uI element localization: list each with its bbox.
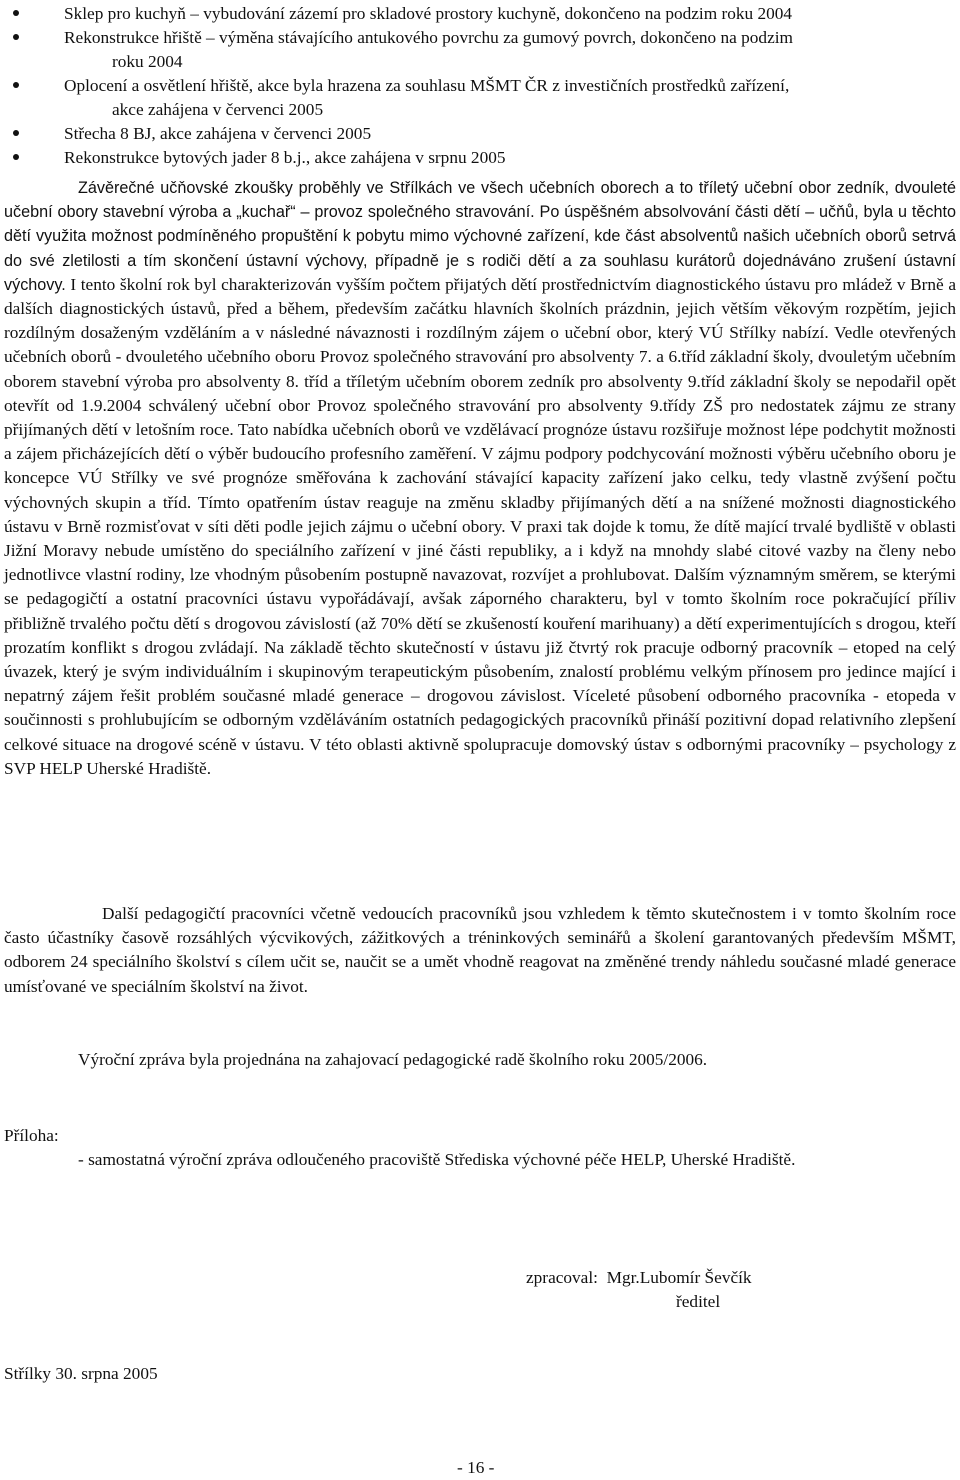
paragraph-main <box>4 176 956 781</box>
bullet-line: roku 2004 <box>112 52 183 72</box>
bullet-text <box>64 74 956 122</box>
bullet-line: Oplocení a osvětlení hřiště, akce byla hrazena za souhlasu MŠMT ČR z investičních prostředků zařízení, <box>64 76 790 95</box>
bullet-line: akce zahájena v červenci 2005 <box>112 100 324 120</box>
bullet-text: Rekonstrukce bytových jader 8 b.j., akce zahájena v srpnu 2005 <box>64 148 506 167</box>
paragraph-text: Další pedagogičtí pracovníci včetně vedoucích pracovníků jsou vzhledem k těmto skutečnostem i v tomto školním roce často účastníky časově rozsáhlých výcvikových, zážitkových a tréninkových seminářů a školení garantovaných především MŠMT, odborem 24 speciálního školství s cílem učit se, naučit se a umět vhodně reagovat na změněné trendy náhledu současné mladé generace umísťované ve speciálním školství na život. <box>4 904 956 996</box>
bullet-line: Rekonstrukce hřiště – výměna stávajícího antukového povrchu za gumový povrch, dokončeno na podzim <box>64 28 793 47</box>
paragraph-secondary <box>4 902 956 999</box>
bullet-dot-icon <box>13 10 19 16</box>
attachment-item: - samostatná výroční zpráva odloučeného pracoviště Střediska výchovné péče HELP, Uherské Hradiště. <box>78 1150 796 1169</box>
bullet-text <box>64 26 956 74</box>
bullet-text: Sklep pro kuchyň – vybudování zázemí pro skladové prostory kuchyně, dokončeno na podzim roku 2004 <box>64 4 793 23</box>
signature-line <box>526 1266 752 1290</box>
bullet-dot-icon <box>13 34 19 40</box>
paragraph-sans-part: Závěrečné učňovské zkoušky proběhly ve Střílkách ve všech učebních oborech a to tříletý učební obor zedník, dvouleté učební obory stavební výroba a „kuchař“ – provoz společného stravování. Po úspěšném absolvování části dětí – učňů, byla u těchto dětí využita možnost podmíněného propuštění k pobytu mimo výchovné zařízení, kde část absolventů našich učebních oborů setrvá do své zletilosti a tím skončení ústavní výchovy, případně je s rodiči dětí a za souhlasu kurátorů dojednáváno zrušení ústavní výchovy. <box>4 179 956 294</box>
bullet-dot-icon <box>13 82 19 88</box>
attachment-label: Příloha: <box>4 1126 59 1145</box>
bullet-dot-icon <box>13 154 19 160</box>
bullet-dot-icon <box>13 130 19 136</box>
signature-title: ředitel <box>676 1292 721 1311</box>
place-date: Střílky 30. srpna 2005 <box>4 1364 158 1383</box>
bullet-text: Střecha 8 BJ, akce zahájena v červenci 2005 <box>64 124 372 143</box>
signature-name: Mgr.Lubomír Ševčík <box>606 1268 752 1287</box>
paragraph-serif-part: I tento školní rok byl charakterizován vyšším počtem přijatých dětí prostřednictvím diagnostického ústavu pro mládež v Brně a dalších diagnostických ústavů, před a během, především začátku hlavních školních prázdnin, jejich větším věkovým rozpětím, jejich rozdílným dosaženým vzděláním a v následné návaznosti i rozdílným zájem o učební obor, který VÚ Střílky nabízí. Vedle otevřených učebních oborů - dvouletého učebního oboru Provoz společného stravování pro absolventy 7. a 6.tříd základní školy, dvouletým učebním oborem stavební výroba pro absolventy 8. tříd a tříletým učebním oborem zedník pro absolventy 9.tříd základní školy se nepodařil opět otevřít od 1.9.2004 schválený učební obor Provoz společného stravování pro absolventy 9.třídy ZŠ pro nedostatek zájmu ze strany přijímaných dětí v letošním roce. Tato nabídka učebních oborů ve vzdělávací prognóze ústavu rozšiřuje možnost lépe podchytit možnosti a zájem přicházejících dětí o výběr budoucího profesního zaměření. V zájmu podpory podchycování možnosti výběru učebního oboru je koncepce VÚ Střílky ve své prognóze směřována k zachování stávající kapacity zařízení jako celku, tedy vlastně zvýšení počtu výchovných skupin a tříd. Tímto opatřením ústav reaguje na změnu skladby přijímaných dětí a na snížené možnosti diagnostického ústavu v Brně rozmisťovat v síti děti podle jejich zájmu o učební obory. V praxi tak dojde k tomu, že dítě mající trvalé bydliště v oblasti Jižní Moravy nebude umístěno do speciálního zařízení v jiné části republiky, a i když na mnohdy slabé citové vazby na členy nebo jednotlivce vlastní rodiny, lze vhodným působením postupně navazovat, rozvíjet a prohlubovat. Dalším významným směrem, se kterými se pedagogičtí a ostatní pracovníci ústavu vypořádávají, avšak záporného charakteru, byl v tomto školním roce pokračující příliv přibližně trvalého počtu dětí s drogovou závislostí (až 70% dětí se zkušeností kouření marihuany) a dětí experimentujících s drogou, kteří prozatím konflikt s drogou zvládají. Na základě těchto skutečností v ústavu již čtvrtý rok pracuje odborný pracovník – etoped na celý úvazek, který je svým individuálním i skupinovým terapeutickým působením, znalostí problému velkým přínosem pro jedince mající i nepatrný zájem řešit problém současné mladé generace – drogovou závislost. Víceleté působení odborného pracovníka - etopeda v součinnosti s prohlubujícím se odborným vzděláváním ostatních pedagogických pracovníků přináší pozitivní dopad relativního zlepšení celkové situace na drogové scéně v ústavu. V této oblasti aktivně spolupracuje domovský ústav s odbornými pracovníky – psychology z SVP HELP Uherské Hradiště. <box>4 274 956 778</box>
closing-line: Výroční zpráva byla projednána na zahajovací pedagogické radě školního roku 2005/2006. <box>78 1050 708 1069</box>
page-number: - 16 - <box>457 1458 495 1477</box>
signature-prefix: zpracoval: <box>526 1268 598 1287</box>
